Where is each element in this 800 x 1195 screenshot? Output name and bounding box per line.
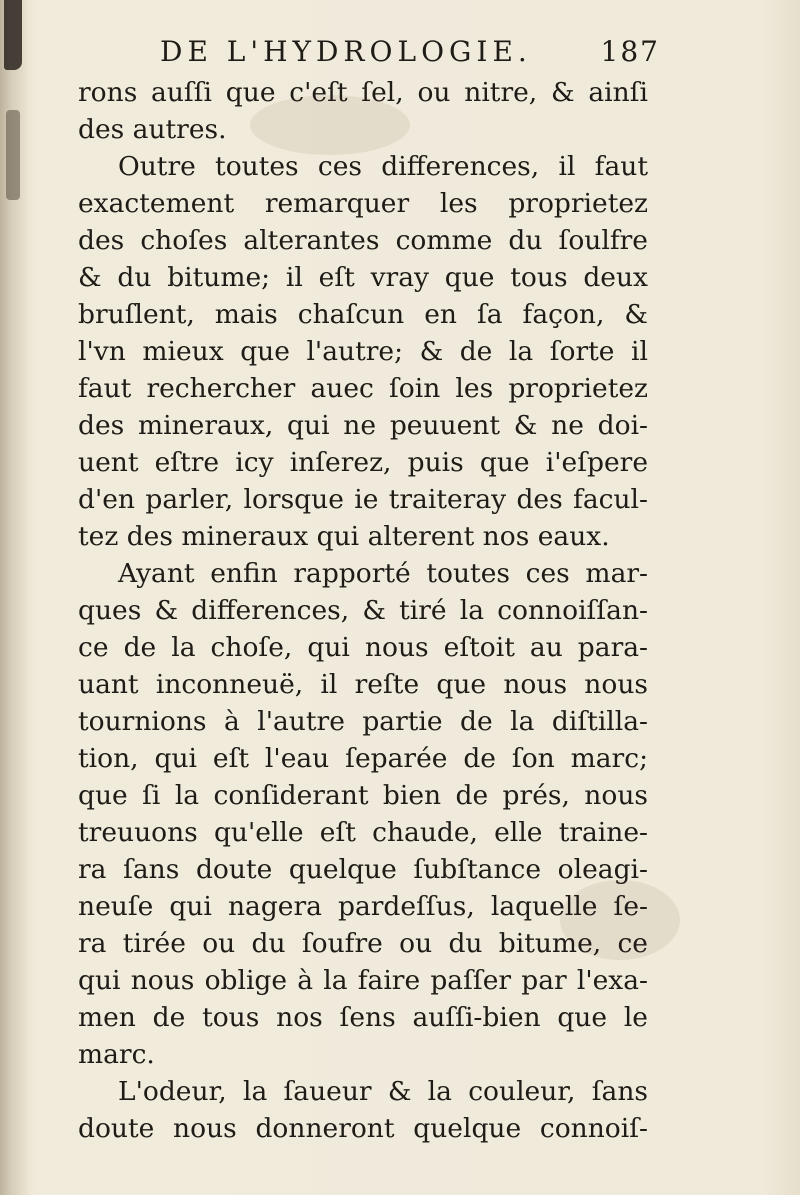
text-line: faut rechercher auec ſoin les proprietez	[78, 373, 648, 404]
text-line: & du bitume; il eſt vray que tous deux	[78, 262, 648, 293]
text-line: ce de la choſe, qui nous eſtoit au para-	[78, 632, 648, 663]
text-line: uant inconneuë, il reſte que nous nous	[78, 669, 648, 700]
text-line: uent eſtre icy inſerez, puis que i'eſpere	[78, 447, 648, 478]
text-line: doute nous donneront quelque connoiſ-	[78, 1113, 648, 1144]
text-line: Outre toutes ces differences, il faut	[118, 151, 648, 182]
text-line: ra ſans doute quelque ſubſtance oleagi-	[78, 854, 648, 885]
text-line: ques & differences, & tiré la connoiſſan-	[78, 595, 648, 626]
text-line: ra tirée ou du ſoufre ou du bitume, ce	[78, 928, 648, 959]
text-line: Ayant enfin rapporté toutes ces mar-	[118, 558, 648, 589]
text-line: des choſes alterantes comme du ſoulfre	[78, 225, 648, 256]
text-line: tion, qui eſt l'eau ſeparée de ſon marc;	[78, 743, 648, 774]
running-title: DE L'HYDROLOGIE.	[160, 35, 532, 68]
text-line: exactement remarquer les proprietez	[78, 188, 648, 219]
text-line: tez des mineraux qui alterent nos eaux.	[78, 521, 610, 552]
text-line: l'vn mieux que l'autre; & de la ſorte il	[78, 336, 648, 367]
text-line: neuſe qui nagera pardeſſus, laquelle ſe-	[78, 891, 648, 922]
text-line: bruſlent, mais chaſcun en ſa façon, &	[78, 299, 648, 330]
text-line: men de tous nos ſens auſſi-bien que le	[78, 1002, 648, 1033]
text-line: treuuons qu'elle eſt chaude, elle traine-	[78, 817, 648, 848]
text-line: tournions à l'autre partie de la diſtilla-	[78, 706, 648, 737]
text-line: des mineraux, qui ne peuuent & ne doi-	[78, 410, 648, 441]
body-text	[78, 74, 648, 1147]
running-header	[160, 30, 660, 74]
page-binding-edge	[0, 0, 30, 1195]
text-line: marc.	[78, 1039, 155, 1070]
text-line: d'en parler, lorsque ie traiteray des facul-	[78, 484, 648, 515]
text-line: que ſi la conſiderant bien de prés, nous	[78, 780, 648, 811]
text-line: des autres.	[78, 114, 227, 145]
page-number: 187	[600, 35, 660, 68]
text-line: qui nous oblige à la faire paſſer par l'exa-	[78, 965, 648, 996]
text-line: rons auſſi que c'eſt ſel, ou nitre, & ainſi	[78, 77, 648, 108]
text-line: L'odeur, la ſaueur & la couleur, ſans	[118, 1076, 648, 1107]
